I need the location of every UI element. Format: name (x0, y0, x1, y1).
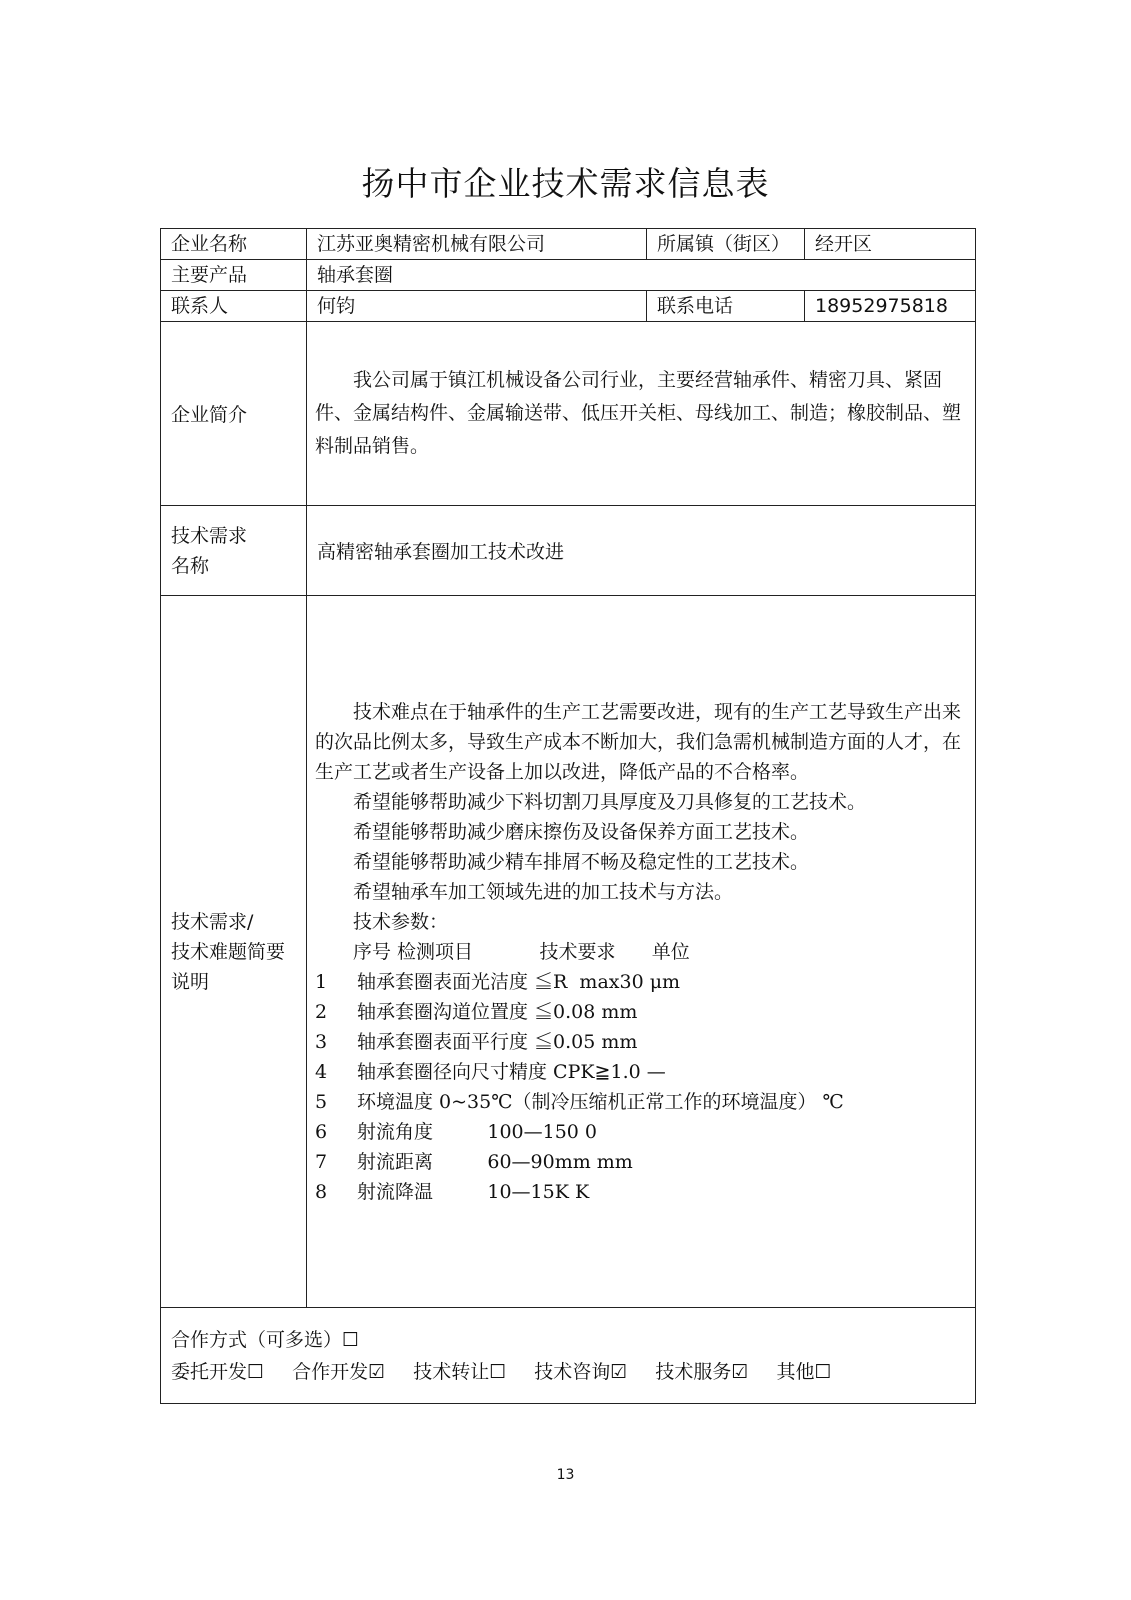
town-label: 所属镇（街区） (647, 229, 805, 260)
company-name-label: 企业名称 (161, 229, 307, 260)
option-tech-transfer[interactable]: 技术转让☐ (413, 1360, 507, 1383)
param-text: 轴承套圈表面平行度 ≦0.05 mm (357, 1030, 638, 1053)
description-cell (307, 596, 976, 1308)
description-label-line3: 说明 (171, 970, 210, 993)
param-text: 轴承套圈沟道位置度 ≦0.08 mm (357, 1000, 638, 1023)
intro-cell (307, 322, 976, 506)
param-no: 5 (315, 1090, 328, 1113)
param-row (315, 1027, 967, 1057)
description-label-line1: 技术需求/ (171, 910, 254, 933)
param-text: 射流角度 100—150 0 (357, 1120, 598, 1143)
param-text: 射流距离 60—90mm mm (357, 1150, 633, 1173)
hope-item: 希望能够帮助减少磨床擦伤及设备保养方面工艺技术。 (353, 820, 810, 843)
company-name-value: 江苏亚奥精密机械有限公司 (307, 229, 647, 260)
demand-label-line2: 名称 (171, 554, 210, 577)
param-text: 环境温度 0~35℃（制冷压缩机正常工作的环境温度） ℃ (357, 1090, 844, 1113)
description-label-line2: 技术难题简要 (171, 940, 286, 963)
param-no: 3 (315, 1030, 328, 1053)
param-no: 1 (315, 970, 328, 993)
param-row (315, 1117, 967, 1147)
demand-label (161, 506, 307, 596)
demand-label-line1: 技术需求 (171, 524, 248, 547)
info-table (160, 228, 976, 1404)
page-title: 扬中市企业技术需求信息表 (361, 164, 770, 203)
cooperation-cell (161, 1308, 976, 1404)
param-text: 轴承套圈径向尺寸精度 CPK≧1.0 — (357, 1060, 666, 1083)
option-commission-dev[interactable]: 委托开发☐ (171, 1360, 265, 1383)
param-row (315, 997, 967, 1027)
params-header: 序号 检测项目 技术要求 单位 (353, 940, 690, 963)
contact-value: 何钧 (307, 291, 647, 322)
phone-label: 联系电话 (647, 291, 805, 322)
param-no: 4 (315, 1060, 328, 1083)
param-no: 8 (315, 1180, 328, 1203)
demand-value: 高精密轴承套圈加工技术改进 (307, 506, 976, 596)
intro-text: 我公司属于镇江机械设备公司行业，主要经营轴承件、精密刀具、紧固件、金属结构件、金属输送带、低压开关柜、母线加工、制造；橡胶制品、塑料制品销售。 (315, 369, 962, 457)
option-joint-dev[interactable]: 合作开发☑ (292, 1360, 386, 1383)
contact-label: 联系人 (161, 291, 307, 322)
cooperation-label: 合作方式（可多选）☐ (171, 1328, 360, 1351)
param-no: 6 (315, 1120, 328, 1143)
description-paragraph: 技术难点在于轴承件的生产工艺需要改进，现有的生产工艺导致生产出来的次品比例太多，导致生产成本不断加大，我们急需机械制造方面的人才，在生产工艺或者生产设备上加以改进，降低产品的不合格率。 (315, 700, 962, 783)
param-row (315, 1147, 967, 1177)
param-no: 2 (315, 1000, 328, 1023)
product-value: 轴承套圈 (307, 260, 976, 291)
param-row (315, 1177, 967, 1207)
intro-label: 企业简介 (161, 322, 307, 506)
param-row (315, 1057, 967, 1087)
param-text: 轴承套圈表面光洁度 ≦R max30 μm (357, 970, 681, 993)
param-row (315, 1087, 967, 1117)
description-label (161, 596, 307, 1308)
hope-item: 希望能够帮助减少精车排屑不畅及稳定性的工艺技术。 (353, 850, 810, 873)
product-label: 主要产品 (161, 260, 307, 291)
option-tech-service[interactable]: 技术服务☑ (655, 1360, 749, 1383)
params-title: 技术参数： (353, 910, 449, 933)
hope-item: 希望能够帮助减少下料切割刀具厚度及刀具修复的工艺技术。 (353, 790, 867, 813)
option-tech-consulting[interactable]: 技术咨询☑ (534, 1360, 628, 1383)
param-text: 射流降温 10—15K K (357, 1180, 590, 1203)
param-no: 7 (315, 1150, 328, 1173)
param-row (315, 967, 967, 997)
phone-value: 18952975818 (805, 291, 976, 322)
option-other[interactable]: 其他☐ (776, 1360, 832, 1383)
hope-item: 希望轴承车加工领域先进的加工技术与方法。 (353, 880, 734, 903)
town-value: 经开区 (805, 229, 976, 260)
cooperation-options (171, 1356, 965, 1388)
page-number: 13 (556, 1467, 575, 1483)
